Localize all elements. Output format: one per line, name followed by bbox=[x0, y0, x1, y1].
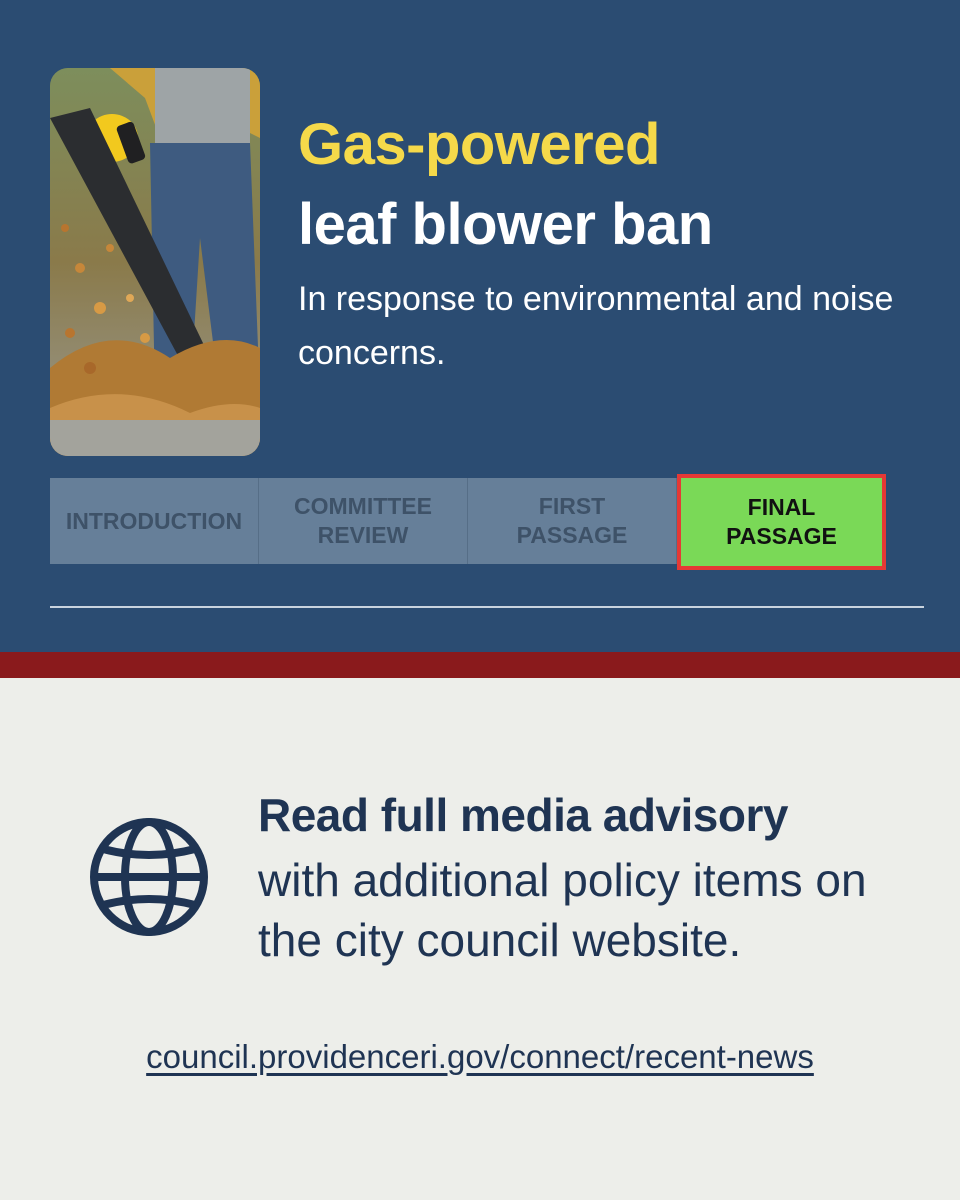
cta-description: with additional policy items on the city council website. bbox=[258, 854, 867, 966]
stage-final-passage: FINAL PASSAGE bbox=[677, 474, 886, 570]
headline-primary: Gas-powered bbox=[298, 112, 660, 177]
headline-secondary: leaf blower ban bbox=[298, 192, 713, 257]
cta-heading: Read full media advisory bbox=[258, 789, 788, 841]
accent-band bbox=[0, 652, 960, 678]
stage-first-passage: FIRST PASSAGE bbox=[468, 478, 677, 564]
legislative-stage-tracker bbox=[50, 478, 886, 564]
globe-icon bbox=[88, 816, 210, 938]
stage-committee-review: COMMITTEE REVIEW bbox=[259, 478, 468, 564]
stage-introduction: INTRODUCTION bbox=[50, 478, 259, 564]
header-divider bbox=[50, 606, 924, 608]
recent-news-link[interactable]: council.providenceri.gov/connect/recent-news bbox=[146, 1038, 814, 1075]
headline-subtitle: In response to environmental and noise concerns. bbox=[298, 280, 894, 372]
leaf-blower-photo bbox=[50, 68, 260, 456]
